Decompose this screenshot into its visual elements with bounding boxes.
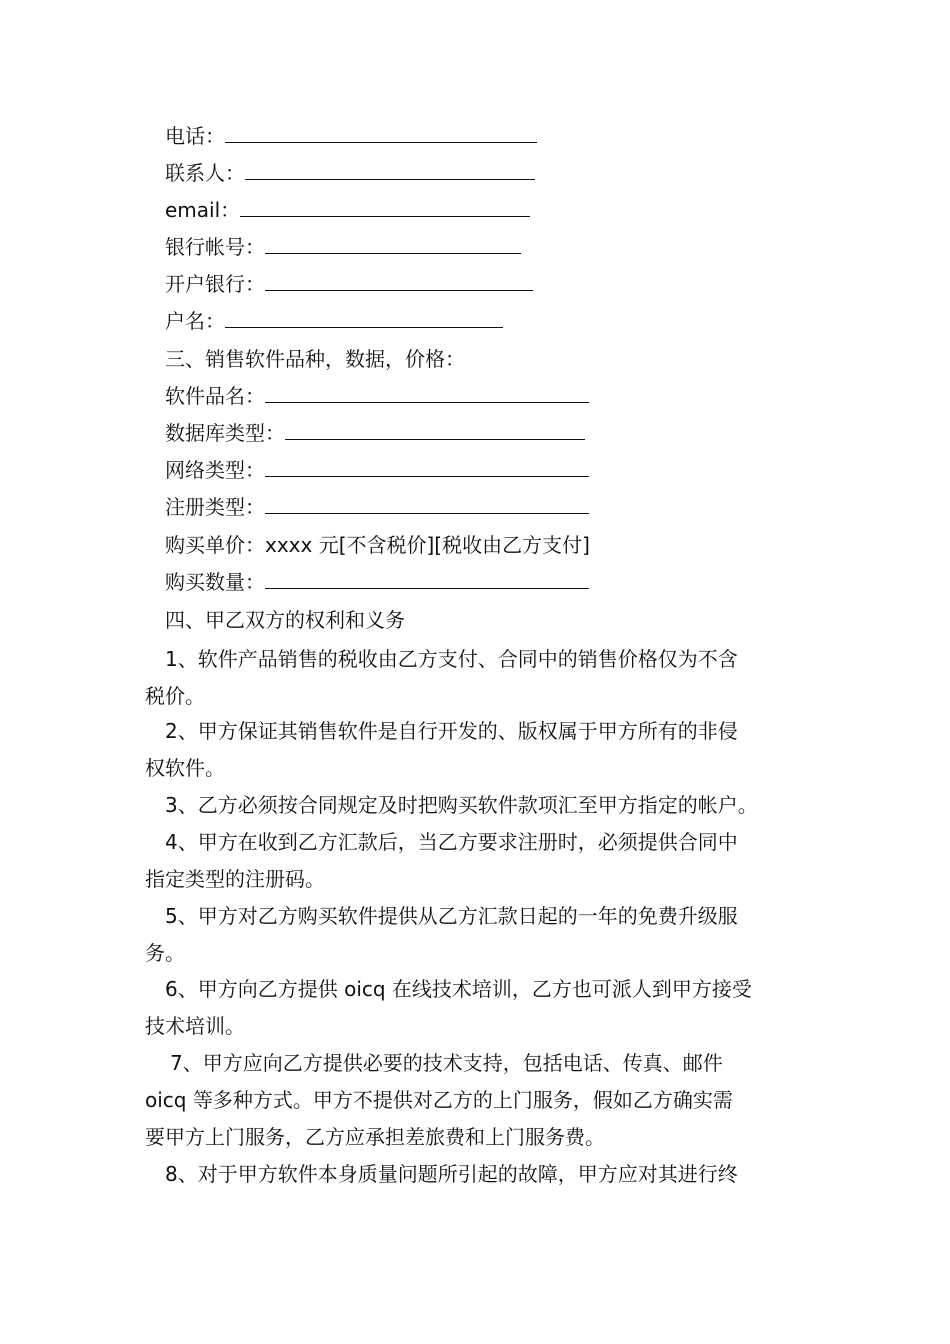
blank-line bbox=[265, 456, 589, 477]
obligation-item-6 bbox=[145, 971, 815, 1045]
blank-line bbox=[265, 270, 533, 291]
blank-line bbox=[225, 307, 503, 328]
obligation-item-1 bbox=[145, 641, 815, 715]
paragraph-line: 3、乙方必须按合同规定及时把购买软件款项汇至甲方指定的帐户。 bbox=[165, 793, 758, 817]
paragraph-line: 1、软件产品销售的税收由乙方支付、合同中的销售价格仅为不含 bbox=[165, 647, 738, 671]
account-name-field bbox=[165, 307, 503, 335]
blank-line bbox=[245, 159, 535, 180]
blank-line bbox=[285, 419, 585, 440]
email-field bbox=[165, 196, 530, 224]
field-label: 数据库类型： bbox=[165, 421, 285, 445]
bank-name-field bbox=[165, 270, 533, 298]
paragraph-line: 税价。 bbox=[145, 684, 205, 708]
paragraph-line: 权软件。 bbox=[145, 756, 225, 780]
phone-field bbox=[165, 122, 537, 150]
obligation-item-5 bbox=[145, 898, 815, 972]
obligation-item-2 bbox=[145, 713, 815, 787]
software-name-field bbox=[165, 382, 589, 410]
obligation-item-8 bbox=[145, 1156, 815, 1193]
paragraph-line: 8、对于甲方软件本身质量问题所引起的故障，甲方应对其进行终 bbox=[165, 1162, 738, 1186]
section3-heading: 三、销售软件品种，数据，价格： bbox=[165, 347, 465, 371]
blank-line bbox=[240, 196, 530, 217]
field-label: 购买单价： bbox=[165, 533, 265, 557]
paragraph-line: oicq 等多种方式。甲方不提供对乙方的上门服务，假如乙方确实需 bbox=[145, 1088, 733, 1112]
paragraph-line: 2、甲方保证其销售软件是自行开发的、版权属于甲方所有的非侵 bbox=[165, 719, 738, 743]
field-label: 开户银行： bbox=[165, 272, 265, 296]
blank-line bbox=[225, 122, 537, 143]
field-label: 户名： bbox=[165, 309, 225, 333]
paragraph-line: 7、甲方应向乙方提供必要的技术支持，包括电话、传真、邮件 bbox=[170, 1051, 723, 1075]
section4-heading: 四、甲乙双方的权利和义务 bbox=[165, 608, 405, 632]
paragraph-line: 要甲方上门服务，乙方应承担差旅费和上门服务费。 bbox=[145, 1125, 605, 1149]
paragraph-line: 技术培训。 bbox=[145, 1014, 245, 1038]
database-type-field bbox=[165, 419, 585, 447]
paragraph-line: 5、甲方对乙方购买软件提供从乙方汇款日起的一年的免费升级服 bbox=[165, 904, 738, 928]
blank-line bbox=[265, 233, 521, 254]
obligation-item-4 bbox=[145, 824, 815, 898]
field-label: 联系人： bbox=[165, 161, 245, 185]
paragraph-line: 指定类型的注册码。 bbox=[145, 867, 325, 891]
obligation-item-7 bbox=[145, 1045, 815, 1156]
blank-line bbox=[265, 382, 589, 403]
obligation-item-3 bbox=[145, 787, 815, 824]
field-label: 电话： bbox=[165, 124, 225, 148]
blank-line bbox=[265, 493, 589, 514]
field-label: email： bbox=[165, 198, 241, 222]
paragraph-line: 6、甲方向乙方提供 oicq 在线技术培训，乙方也可派人到甲方接受 bbox=[165, 977, 752, 1001]
field-label: 银行帐号： bbox=[165, 235, 265, 259]
field-label: 注册类型： bbox=[165, 495, 265, 519]
paragraph-line: 4、甲方在收到乙方汇款后，当乙方要求注册时，必须提供合同中 bbox=[165, 830, 738, 854]
paragraph-line: 务。 bbox=[145, 941, 185, 965]
network-type-field bbox=[165, 456, 589, 484]
unit-price-field bbox=[165, 531, 590, 559]
field-label: 软件品名： bbox=[165, 384, 265, 408]
unit-price-value: xxxx 元[不含税价][税收由乙方支付] bbox=[265, 533, 590, 557]
contact-person-field bbox=[165, 159, 535, 187]
blank-line bbox=[265, 568, 589, 589]
quantity-field bbox=[165, 568, 589, 596]
field-label: 购买数量： bbox=[165, 570, 265, 594]
bank-account-field bbox=[165, 233, 521, 261]
registration-type-field bbox=[165, 493, 589, 521]
field-label: 网络类型： bbox=[165, 458, 265, 482]
